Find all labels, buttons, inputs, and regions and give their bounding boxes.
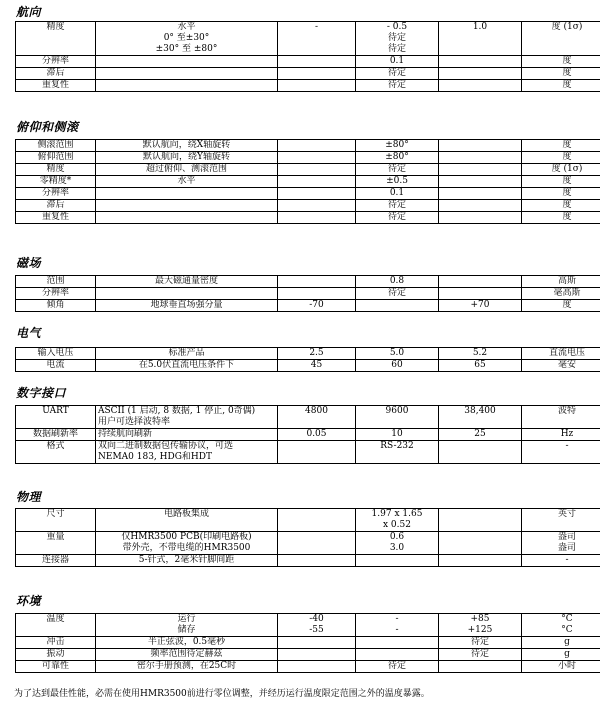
table-cell: 10 bbox=[356, 429, 439, 441]
table-row bbox=[16, 200, 600, 212]
table-cell bbox=[439, 68, 522, 80]
table-cell: 0.1 bbox=[356, 188, 439, 200]
table-cell: 2.5 bbox=[278, 348, 356, 360]
table-cell: 度 (1σ) bbox=[522, 164, 600, 176]
table-cell: 度 bbox=[522, 176, 600, 188]
table-cell: 精度 bbox=[16, 164, 96, 176]
table-cell bbox=[278, 649, 356, 661]
table-cell: 滞后 bbox=[16, 200, 96, 212]
table-cell: 待定 bbox=[356, 200, 439, 212]
table-cell: - 0.5 待定 待定 bbox=[356, 22, 439, 56]
table-cell bbox=[439, 212, 522, 224]
table-cell: 度 bbox=[522, 200, 600, 212]
table-cell bbox=[439, 661, 522, 673]
table-cell bbox=[439, 188, 522, 200]
table-cell bbox=[278, 532, 356, 555]
table-cell: 格式 bbox=[16, 441, 96, 464]
table-cell: 分辨率 bbox=[16, 56, 96, 68]
table-cell: 电流 bbox=[16, 360, 96, 372]
table-cell: 输入电压 bbox=[16, 348, 96, 360]
table-cell: 45 bbox=[278, 360, 356, 372]
table-cell: 可靠性 bbox=[16, 661, 96, 673]
table-cell bbox=[278, 288, 356, 300]
table-cell: 待定 bbox=[439, 649, 522, 661]
table-cell: 倾角 bbox=[16, 300, 96, 312]
table-cell bbox=[439, 200, 522, 212]
table-cell: 最大磁通量密度 bbox=[96, 276, 278, 288]
table-row bbox=[16, 555, 600, 567]
footnote: 为了达到最佳性能，必需在使用HMR3500前进行零位调整，并经历运行温度限定范围之外的温度暴露。 bbox=[14, 689, 430, 699]
table-row bbox=[16, 288, 600, 300]
table-cell bbox=[278, 56, 356, 68]
table-row bbox=[16, 22, 600, 56]
table-row bbox=[16, 649, 600, 661]
section-title-pitch-roll: 俯仰和侧滚 bbox=[16, 120, 79, 134]
table-cell: 重量 bbox=[16, 532, 96, 555]
table-cell bbox=[278, 509, 356, 532]
table-cell: 1.97 x 1.65 x 0.52 bbox=[356, 509, 439, 532]
table-cell bbox=[278, 555, 356, 567]
table-cell: 持续航向刷新 bbox=[96, 429, 278, 441]
table-row bbox=[16, 348, 600, 360]
table-cell: 双向二进制数据包传输协议，可选 NEMA0 183, HDG和HDT bbox=[96, 441, 278, 464]
table-cell: 波特 bbox=[522, 406, 600, 429]
table-row bbox=[16, 152, 600, 164]
table-cell bbox=[278, 164, 356, 176]
table-cell: Hz bbox=[522, 429, 600, 441]
table-cell bbox=[278, 152, 356, 164]
table-cell: 度 bbox=[522, 152, 600, 164]
table-cell: 38,400 bbox=[439, 406, 522, 429]
table-cell: 默认航向，绕X轴旋转 bbox=[96, 140, 278, 152]
table-cell: 60 bbox=[356, 360, 439, 372]
table-cell: 5.2 bbox=[439, 348, 522, 360]
table-cell: °C °C bbox=[522, 614, 600, 637]
table-pitch-roll bbox=[15, 139, 600, 224]
table-cell: ±80° bbox=[356, 140, 439, 152]
table-cell: 数据刷新率 bbox=[16, 429, 96, 441]
table-cell: 25 bbox=[439, 429, 522, 441]
table-cell bbox=[96, 80, 278, 92]
table-cell bbox=[439, 276, 522, 288]
table-row bbox=[16, 140, 600, 152]
table-cell: 水平 bbox=[96, 176, 278, 188]
table-cell: 待定 bbox=[356, 212, 439, 224]
table-cell bbox=[439, 80, 522, 92]
table-row bbox=[16, 276, 600, 288]
table-cell: 俯仰范围 bbox=[16, 152, 96, 164]
table-cell: 5-针式，2毫米针脚间距 bbox=[96, 555, 278, 567]
table-cell: 精度 bbox=[16, 22, 96, 56]
table-cell: 度 bbox=[522, 56, 600, 68]
table-cell: 度 bbox=[522, 300, 600, 312]
table-row bbox=[16, 164, 600, 176]
table-cell: 度 (1σ) bbox=[522, 22, 600, 56]
table-cell bbox=[278, 68, 356, 80]
table-cell bbox=[439, 140, 522, 152]
table-environment bbox=[15, 613, 600, 673]
table-cell bbox=[439, 56, 522, 68]
table-row bbox=[16, 509, 600, 532]
table-cell: - bbox=[278, 22, 356, 56]
table-cell bbox=[96, 56, 278, 68]
table-row bbox=[16, 441, 600, 464]
section-title-environment: 环境 bbox=[16, 594, 42, 608]
table-cell bbox=[96, 188, 278, 200]
table-cell bbox=[96, 288, 278, 300]
table-cell: 0.6 3.0 bbox=[356, 532, 439, 555]
table-cell: 4800 bbox=[278, 406, 356, 429]
table-cell: 在5.0伏直流电压条件下 bbox=[96, 360, 278, 372]
table-cell: 地球垂直场强分量 bbox=[96, 300, 278, 312]
table-cell bbox=[439, 555, 522, 567]
table-cell: 盎司 盎司 bbox=[522, 532, 600, 555]
table-cell: 小时 bbox=[522, 661, 600, 673]
table-cell bbox=[439, 441, 522, 464]
section-title-digital: 数字接口 bbox=[16, 386, 67, 400]
table-cell bbox=[356, 637, 439, 649]
table-cell bbox=[439, 164, 522, 176]
section-title-electrical: 电气 bbox=[16, 326, 42, 340]
table-cell bbox=[278, 637, 356, 649]
table-cell bbox=[278, 212, 356, 224]
table-cell: ±80° bbox=[356, 152, 439, 164]
table-row bbox=[16, 300, 600, 312]
table-cell: 度 bbox=[522, 212, 600, 224]
table-cell bbox=[356, 300, 439, 312]
table-row bbox=[16, 532, 600, 555]
table-cell: g bbox=[522, 637, 600, 649]
table-physical bbox=[15, 508, 600, 567]
table-cell: 待定 bbox=[356, 164, 439, 176]
table-cell bbox=[278, 276, 356, 288]
table-cell: 密尔手册预测，在25C时 bbox=[96, 661, 278, 673]
table-cell bbox=[356, 555, 439, 567]
table-cell: 0.8 bbox=[356, 276, 439, 288]
table-cell: 温度 bbox=[16, 614, 96, 637]
table-cell: 65 bbox=[439, 360, 522, 372]
table-cell bbox=[439, 288, 522, 300]
table-cell: 度 bbox=[522, 188, 600, 200]
table-cell: 1.0 bbox=[439, 22, 522, 56]
table-cell: 待定 bbox=[356, 661, 439, 673]
table-row bbox=[16, 68, 600, 80]
table-cell: 毫高斯 bbox=[522, 288, 600, 300]
table-row bbox=[16, 56, 600, 68]
table-digital bbox=[15, 405, 600, 464]
table-cell bbox=[278, 80, 356, 92]
table-cell: 半正弦波，0.5毫秒 bbox=[96, 637, 278, 649]
table-cell: 振动 bbox=[16, 649, 96, 661]
table-cell: 仅HMR3500 PCB(印刷电路板) 带外壳，不带电缆的HMR3500 bbox=[96, 532, 278, 555]
table-cell: 5.0 bbox=[356, 348, 439, 360]
table-cell bbox=[278, 176, 356, 188]
table-row bbox=[16, 406, 600, 429]
table-cell: 分辨率 bbox=[16, 288, 96, 300]
table-cell bbox=[439, 176, 522, 188]
table-cell: 水平 0° 至±30° ±30° 至 ±80° bbox=[96, 22, 278, 56]
table-cell bbox=[278, 441, 356, 464]
section-title-heading: 航向 bbox=[16, 5, 42, 19]
table-electrical bbox=[15, 347, 600, 372]
table-cell: 默认航向，绕Y轴旋转 bbox=[96, 152, 278, 164]
table-cell bbox=[439, 532, 522, 555]
table-cell: 重复性 bbox=[16, 212, 96, 224]
table-cell: 直流电压 bbox=[522, 348, 600, 360]
section-title-magnetic: 磁场 bbox=[16, 256, 42, 270]
table-cell bbox=[356, 649, 439, 661]
table-cell: 标准产品 bbox=[96, 348, 278, 360]
table-cell: 待定 bbox=[439, 637, 522, 649]
table-cell: 待定 bbox=[356, 288, 439, 300]
table-cell bbox=[278, 140, 356, 152]
table-cell: g bbox=[522, 649, 600, 661]
table-cell: 0.05 bbox=[278, 429, 356, 441]
table-row bbox=[16, 637, 600, 649]
table-cell: +85 +125 bbox=[439, 614, 522, 637]
table-cell bbox=[439, 509, 522, 532]
table-cell: 9600 bbox=[356, 406, 439, 429]
table-cell: 待定 bbox=[356, 68, 439, 80]
table-row bbox=[16, 176, 600, 188]
table-cell bbox=[96, 212, 278, 224]
table-cell: - bbox=[522, 555, 600, 567]
table-magnetic bbox=[15, 275, 600, 312]
section-title-physical: 物理 bbox=[16, 490, 42, 504]
table-row bbox=[16, 661, 600, 673]
table-heading bbox=[15, 21, 600, 92]
table-cell: 滞后 bbox=[16, 68, 96, 80]
table-row bbox=[16, 614, 600, 637]
table-cell: - bbox=[522, 441, 600, 464]
table-cell: UART bbox=[16, 406, 96, 429]
table-cell: 度 bbox=[522, 80, 600, 92]
table-cell bbox=[96, 200, 278, 212]
table-cell: 度 bbox=[522, 68, 600, 80]
table-cell: 0.1 bbox=[356, 56, 439, 68]
table-row bbox=[16, 360, 600, 372]
table-cell: -40 -55 bbox=[278, 614, 356, 637]
table-cell: 超过俯仰、测滚范围 bbox=[96, 164, 278, 176]
table-row bbox=[16, 80, 600, 92]
table-cell: 冲击 bbox=[16, 637, 96, 649]
table-cell bbox=[278, 661, 356, 673]
table-row bbox=[16, 429, 600, 441]
table-cell: 待定 bbox=[356, 80, 439, 92]
table-cell: 英寸 bbox=[522, 509, 600, 532]
table-cell: -70 bbox=[278, 300, 356, 312]
table-cell: RS-232 bbox=[356, 441, 439, 464]
table-cell: 分辨率 bbox=[16, 188, 96, 200]
table-cell: 毫安 bbox=[522, 360, 600, 372]
table-cell: 电路板集成 bbox=[96, 509, 278, 532]
table-cell: ±0.5 bbox=[356, 176, 439, 188]
table-cell: 高斯 bbox=[522, 276, 600, 288]
table-cell bbox=[278, 188, 356, 200]
table-cell: +70 bbox=[439, 300, 522, 312]
table-cell bbox=[96, 68, 278, 80]
table-cell: ASCII (1 启动, 8 数据, 1 停止, 0奇偶) 用户可选择波特率 bbox=[96, 406, 278, 429]
table-cell bbox=[278, 200, 356, 212]
table-cell: 零精度* bbox=[16, 176, 96, 188]
table-cell: 连接器 bbox=[16, 555, 96, 567]
table-cell: 尺寸 bbox=[16, 509, 96, 532]
table-cell: 范围 bbox=[16, 276, 96, 288]
table-cell: 频率范围待定赫兹 bbox=[96, 649, 278, 661]
table-cell: 度 bbox=[522, 140, 600, 152]
table-cell: 侧滚范围 bbox=[16, 140, 96, 152]
table-row bbox=[16, 212, 600, 224]
table-row bbox=[16, 188, 600, 200]
table-cell: - - bbox=[356, 614, 439, 637]
table-cell bbox=[439, 152, 522, 164]
table-cell: 重复性 bbox=[16, 80, 96, 92]
table-cell: 运行 储存 bbox=[96, 614, 278, 637]
